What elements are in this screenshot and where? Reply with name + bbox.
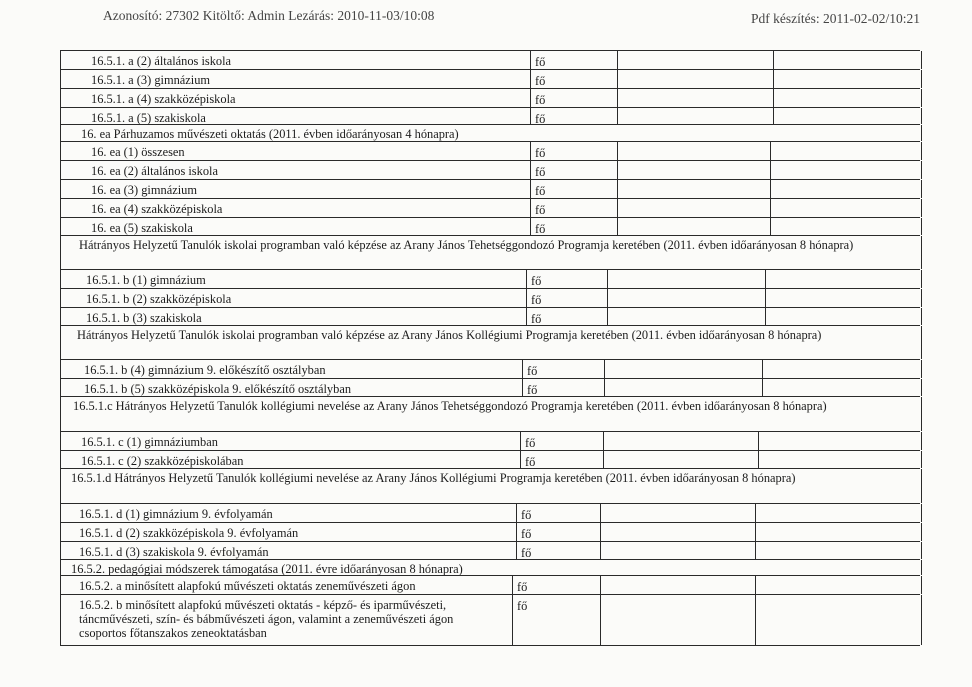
table-row	[60, 69, 920, 88]
unit-cell	[530, 142, 617, 160]
value-cell[interactable]	[600, 523, 755, 541]
unit-cell	[520, 451, 603, 468]
row-label-cell	[60, 199, 530, 217]
row-label: 16.5.2. a minősített alapfokú művészeti oktatás zeneművészeti ágon	[79, 579, 416, 593]
unit-cell	[522, 360, 604, 378]
unit-label: fő	[517, 580, 528, 594]
row-label: 16.5.1. a (3) gimnázium	[91, 73, 211, 87]
unit-label: fő	[517, 599, 528, 613]
row-label: 16. ea (5) szakiskola	[91, 221, 193, 235]
row-label: 16.5.1. a (5) szakiskola	[91, 111, 206, 125]
value-cell[interactable]	[758, 432, 922, 450]
row-label-cell	[60, 218, 530, 235]
table-row	[60, 198, 920, 217]
unit-cell	[516, 542, 600, 559]
unit-label: fő	[527, 364, 538, 378]
table-row	[60, 141, 920, 160]
section-title: Hátrányos Helyzetű Tanulók iskolai programban való képzése az Arany János Tehetséggondozó Programja keretében (2011. évben időarányosan 8 hónapra)	[79, 238, 854, 252]
unit-cell	[516, 504, 600, 522]
row-label-cell	[60, 70, 530, 88]
value-cell[interactable]	[603, 451, 758, 468]
unit-label: fő	[521, 546, 532, 560]
value-cell[interactable]	[617, 180, 770, 198]
table-row	[60, 450, 920, 468]
section-cell	[60, 125, 922, 141]
value-cell[interactable]	[765, 270, 922, 288]
value-cell[interactable]	[770, 161, 922, 179]
unit-cell	[530, 51, 617, 69]
row-label-cell	[60, 180, 530, 198]
value-cell[interactable]	[773, 89, 922, 107]
section-cell	[60, 236, 922, 269]
value-cell[interactable]	[607, 308, 765, 325]
row-label-cell	[60, 289, 526, 307]
table-row	[60, 88, 920, 107]
unit-label: fő	[535, 184, 546, 198]
page-header	[0, 6, 972, 26]
value-cell[interactable]	[758, 451, 922, 468]
unit-label: fő	[535, 112, 546, 126]
unit-label: fő	[531, 293, 542, 307]
unit-cell	[516, 523, 600, 541]
value-cell[interactable]	[607, 270, 765, 288]
value-cell[interactable]	[604, 379, 762, 396]
unit-cell	[512, 576, 600, 594]
row-label: 16. ea (3) gimnázium	[91, 183, 197, 197]
unit-cell	[530, 89, 617, 107]
section-cell	[60, 326, 922, 359]
value-cell[interactable]	[600, 542, 755, 559]
value-cell[interactable]	[617, 51, 773, 69]
table-row	[60, 503, 920, 522]
value-cell[interactable]	[600, 576, 755, 594]
value-cell[interactable]	[770, 142, 922, 160]
header-id-info: Azonosító: 27302 Kitöltő: Admin Lezárás: 2010-11-03/10:08	[103, 8, 435, 23]
section-cell	[60, 560, 922, 575]
table-row	[60, 107, 920, 124]
row-label-cell	[60, 89, 530, 107]
unit-label: fő	[527, 383, 538, 397]
unit-cell	[520, 432, 603, 450]
value-cell[interactable]	[765, 308, 922, 325]
statistics-table	[60, 50, 920, 646]
row-label: 16.5.1. c (1) gimnáziumban	[81, 435, 218, 449]
value-cell[interactable]	[770, 199, 922, 217]
value-cell[interactable]	[755, 504, 922, 522]
table-row	[60, 179, 920, 198]
section-header-row	[60, 559, 920, 575]
unit-cell	[530, 218, 617, 235]
row-label: 16.5.1. d (2) szakközépiskola 9. évfolyamán	[79, 526, 299, 540]
table-row	[60, 50, 920, 69]
row-label-cell	[60, 360, 522, 378]
row-label: 16. ea (1) összesen	[91, 145, 185, 159]
unit-label: fő	[531, 312, 542, 326]
unit-cell	[530, 199, 617, 217]
row-label: 16.5.1. a (4) szakközépiskola	[91, 92, 236, 106]
value-cell[interactable]	[617, 218, 770, 235]
row-label-cell	[60, 161, 530, 179]
value-cell[interactable]	[762, 379, 922, 396]
value-cell[interactable]	[773, 70, 922, 88]
value-cell[interactable]	[755, 523, 922, 541]
section-header-row	[60, 468, 920, 503]
section-header-row	[60, 396, 920, 431]
table-row	[60, 217, 920, 235]
row-label: 16.5.1. b (2) szakközépiskola	[86, 292, 232, 306]
row-label: 16.5.1. b (3) szakiskola	[86, 311, 202, 325]
value-cell[interactable]	[755, 595, 922, 645]
table-row	[60, 288, 920, 307]
row-label-cell	[60, 51, 530, 69]
value-cell[interactable]	[603, 432, 758, 450]
value-cell[interactable]	[755, 542, 922, 559]
row-label: 16. ea (4) szakközépiskola	[91, 202, 223, 216]
section-cell	[60, 397, 922, 431]
unit-cell	[526, 308, 607, 325]
value-cell[interactable]	[617, 89, 773, 107]
value-cell[interactable]	[600, 504, 755, 522]
row-label: 16. ea (2) általános iskola	[91, 164, 218, 178]
row-label-cell	[60, 432, 520, 450]
unit-cell	[512, 595, 600, 645]
section-title: 16.5.1.c Hátrányos Helyzetű Tanulók kollégiumi nevelése az Arany János Tehetséggondozó Programja keretében (2011. évben időarányosan 8 hónapra)	[73, 399, 827, 413]
table-row	[60, 160, 920, 179]
value-cell[interactable]	[617, 142, 770, 160]
row-label: 16.5.1. b (4) gimnázium 9. előkészítő osztályban	[84, 363, 326, 377]
unit-cell	[530, 70, 617, 88]
unit-label: fő	[531, 274, 542, 288]
value-cell[interactable]	[773, 51, 922, 69]
header-pdf-date: Pdf készítés: 2011-02-02/10:21	[751, 11, 920, 26]
unit-label: fő	[535, 203, 546, 217]
unit-cell	[526, 270, 607, 288]
table-row	[60, 307, 920, 325]
value-cell[interactable]	[765, 289, 922, 307]
value-cell[interactable]	[604, 360, 762, 378]
unit-cell	[522, 379, 604, 396]
value-cell[interactable]	[607, 289, 765, 307]
table-row	[60, 269, 920, 288]
value-cell[interactable]	[617, 199, 770, 217]
table-row	[60, 522, 920, 541]
table-row	[60, 431, 920, 450]
value-cell[interactable]	[617, 70, 773, 88]
table-row	[60, 378, 920, 396]
row-label-cell	[60, 142, 530, 160]
row-label: 16.5.1. b (1) gimnázium	[86, 273, 206, 287]
unit-label: fő	[525, 436, 536, 450]
unit-cell	[530, 161, 617, 179]
unit-label: fő	[535, 55, 546, 69]
row-label-cell	[60, 595, 512, 645]
unit-label: fő	[535, 165, 546, 179]
section-title: 16.5.2. pedagógiai módszerek támogatása (2011. évre időarányosan 8 hónapra)	[71, 562, 463, 576]
row-label-cell	[60, 576, 512, 594]
row-label: 16.5.1. a (2) általános iskola	[91, 54, 232, 68]
unit-label: fő	[525, 455, 536, 469]
unit-label: fő	[521, 508, 532, 522]
unit-cell	[530, 108, 617, 124]
value-cell[interactable]	[617, 161, 770, 179]
value-cell[interactable]	[600, 595, 755, 645]
value-cell[interactable]	[755, 576, 922, 594]
value-cell[interactable]	[770, 180, 922, 198]
section-header-row	[60, 325, 920, 359]
value-cell[interactable]	[773, 108, 922, 124]
row-label-cell	[60, 542, 516, 559]
unit-label: fő	[535, 74, 546, 88]
row-label-cell	[60, 308, 526, 325]
row-label: 16.5.1. c (2) szakközépiskolában	[81, 454, 244, 468]
row-label: 16.5.1. b (5) szakközépiskola 9. előkészítő osztályban	[84, 382, 352, 396]
row-label-cell	[60, 523, 516, 541]
table-row	[60, 575, 920, 594]
unit-label: fő	[535, 93, 546, 107]
table-row	[60, 359, 920, 378]
section-title: 16. ea Párhuzamos művészeti oktatás (2011. évben időarányosan 4 hónapra)	[81, 127, 459, 141]
table-row	[60, 594, 920, 646]
table-row	[60, 541, 920, 559]
row-label-cell	[60, 504, 516, 522]
unit-cell	[526, 289, 607, 307]
row-label-cell	[60, 451, 520, 468]
row-label-cell	[60, 270, 526, 288]
row-label: 16.5.1. d (3) szakiskola 9. évfolyamán	[79, 545, 269, 559]
row-label-cell	[60, 379, 522, 396]
unit-label: fő	[535, 222, 546, 236]
value-cell[interactable]	[617, 108, 773, 124]
value-cell[interactable]	[770, 218, 922, 235]
section-header-row	[60, 124, 920, 141]
unit-label: fő	[521, 527, 532, 541]
section-title: 16.5.1.d Hátrányos Helyzetű Tanulók kollégiumi nevelése az Arany János Kollégiumi Programja keretében (2011. évben időarányosan 8 hónapra)	[71, 471, 796, 485]
row-label: 16.5.1. d (1) gimnázium 9. évfolyamán	[79, 507, 273, 521]
section-cell	[60, 469, 922, 503]
value-cell[interactable]	[762, 360, 922, 378]
row-label-cell	[60, 108, 530, 124]
section-title: Hátrányos Helyzetű Tanulók iskolai programban való képzése az Arany János Kollégiumi Programja keretében (2011. évben időarányosan 8 hónapra)	[77, 328, 822, 342]
section-header-row	[60, 235, 920, 269]
row-label: 16.5.2. b minősített alapfokú művészeti oktatás - képző- és iparművészeti, táncművészeti, szín- és bábművészeti ágon, valamint a zeneművészeti ágon csoportos főtanszakos zeneoktatásban	[79, 598, 454, 640]
unit-cell	[530, 180, 617, 198]
unit-label: fő	[535, 146, 546, 160]
